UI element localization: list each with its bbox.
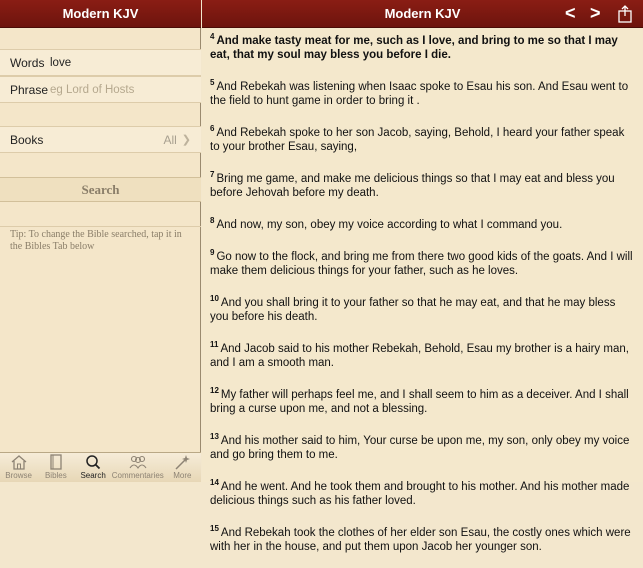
verse[interactable] xyxy=(210,476,636,508)
tab-more-label: More xyxy=(173,471,192,480)
verse[interactable] xyxy=(210,168,636,200)
search-pane xyxy=(0,0,201,482)
verse[interactable] xyxy=(210,30,636,62)
verse-number: 12 xyxy=(210,386,219,395)
verse-text: And make tasty meat for me, such as I love, and bring to me so that I may eat, that my soul may bless you before I die. xyxy=(210,35,618,61)
tab-search[interactable] xyxy=(75,453,112,482)
verse-text: And Rebekah was listening when Isaac spoke to Esau his son. And Esau went to the field to hunt game in order to bring it . xyxy=(210,81,629,107)
verse-text: And his mother said to him, Your curse be upon me, my son, only obey my voice and go bring them to me. xyxy=(210,435,630,461)
verse[interactable] xyxy=(210,246,636,278)
verse-number: 13 xyxy=(210,432,219,441)
tab-bar xyxy=(0,452,201,482)
words-input[interactable] xyxy=(50,57,190,69)
phrase-row[interactable] xyxy=(0,76,201,103)
tab-more[interactable] xyxy=(164,453,201,482)
verse[interactable] xyxy=(210,76,636,108)
verse-number: 4 xyxy=(210,32,215,41)
left-title: Modern KJV xyxy=(62,6,139,21)
tab-commentaries-label: Commentaries xyxy=(111,471,164,480)
verse-text: And Rebekah spoke to her son Jacob, saying, Behold, I heard your father speak to your brother Esau, saying, xyxy=(210,127,625,153)
wand-icon xyxy=(172,454,192,470)
tab-bibles-label: Bibles xyxy=(44,471,67,480)
verse-number: 14 xyxy=(210,478,219,487)
verse-text: And you shall bring it to your father so that he may eat, and that he may bless you before his death. xyxy=(210,297,616,323)
verse-number: 9 xyxy=(210,248,215,257)
verse[interactable] xyxy=(210,292,636,324)
verse-list xyxy=(210,30,636,568)
verse-number: 8 xyxy=(210,216,215,225)
verse-number: 7 xyxy=(210,170,215,179)
tab-bibles[interactable] xyxy=(37,453,74,482)
verse-text: And he went. And he took them and brought to his mother. And his mother made delicious things such as his father loved. xyxy=(210,481,630,507)
magnifier-icon xyxy=(83,454,103,470)
right-navbar xyxy=(202,0,643,28)
verse[interactable] xyxy=(210,430,636,462)
verse[interactable] xyxy=(210,522,636,554)
share-icon[interactable] xyxy=(617,5,633,23)
verse-number: 15 xyxy=(210,524,219,533)
verse-number: 10 xyxy=(210,294,219,303)
verse-text: Bring me game, and make me delicious things so that I may eat and bless you before Jehovah before my death. xyxy=(210,173,615,199)
verse-text: Go now to the flock, and bring me from there two good kids of the goats. And I will make them delicious things for your father, such as he loves. xyxy=(210,251,633,277)
phrase-label: Phrase xyxy=(10,82,49,97)
words-label: Words xyxy=(10,55,45,70)
books-selector[interactable] xyxy=(163,133,201,147)
books-label: Books xyxy=(10,132,44,147)
tab-browse-label: Browse xyxy=(5,471,32,480)
verse-number: 11 xyxy=(210,340,219,349)
tab-search-label: Search xyxy=(80,471,106,480)
tip-text: Tip: To change the Bible searched, tap it in the Bibles Tab below xyxy=(0,226,201,255)
reader-pane xyxy=(202,0,643,553)
next-chapter-button[interactable]: > xyxy=(590,3,601,23)
phrase-input[interactable] xyxy=(50,84,190,96)
verse[interactable] xyxy=(210,122,636,154)
left-navbar xyxy=(0,0,201,28)
verse-text: And Jacob said to his mother Rebekah, Behold, Esau my brother is a hairy man, and I am a smooth man. xyxy=(210,343,629,369)
right-title: Modern KJV xyxy=(384,6,461,21)
verse-number: 5 xyxy=(210,78,215,87)
books-row[interactable] xyxy=(0,126,201,153)
verse[interactable] xyxy=(210,338,636,370)
words-row[interactable] xyxy=(0,49,201,76)
search-button[interactable] xyxy=(0,177,201,202)
tab-browse[interactable] xyxy=(0,453,37,482)
people-icon xyxy=(128,454,148,470)
tab-commentaries[interactable] xyxy=(112,453,164,482)
previous-chapter-button[interactable]: < xyxy=(565,3,576,23)
verse[interactable] xyxy=(210,384,636,416)
chevron-right-icon: ❯ xyxy=(181,134,191,146)
verse-text: My father will perhaps feel me, and I shall seem to him as a deceiver. And I shall bring a curse upon me, and not a blessing. xyxy=(210,389,629,415)
verse-text: And now, my son, obey my voice according to what I command you. xyxy=(216,219,563,231)
verse[interactable] xyxy=(210,214,636,232)
verse-text: And Rebekah took the clothes of her elder son Esau, the costly ones which were with her in the house, and put them upon Jacob her younger son. xyxy=(210,527,631,553)
house-icon xyxy=(9,454,29,470)
verse-number: 6 xyxy=(210,124,215,133)
books-value: All xyxy=(163,132,177,147)
book-icon xyxy=(46,454,66,470)
search-button-label: Search xyxy=(81,181,120,197)
